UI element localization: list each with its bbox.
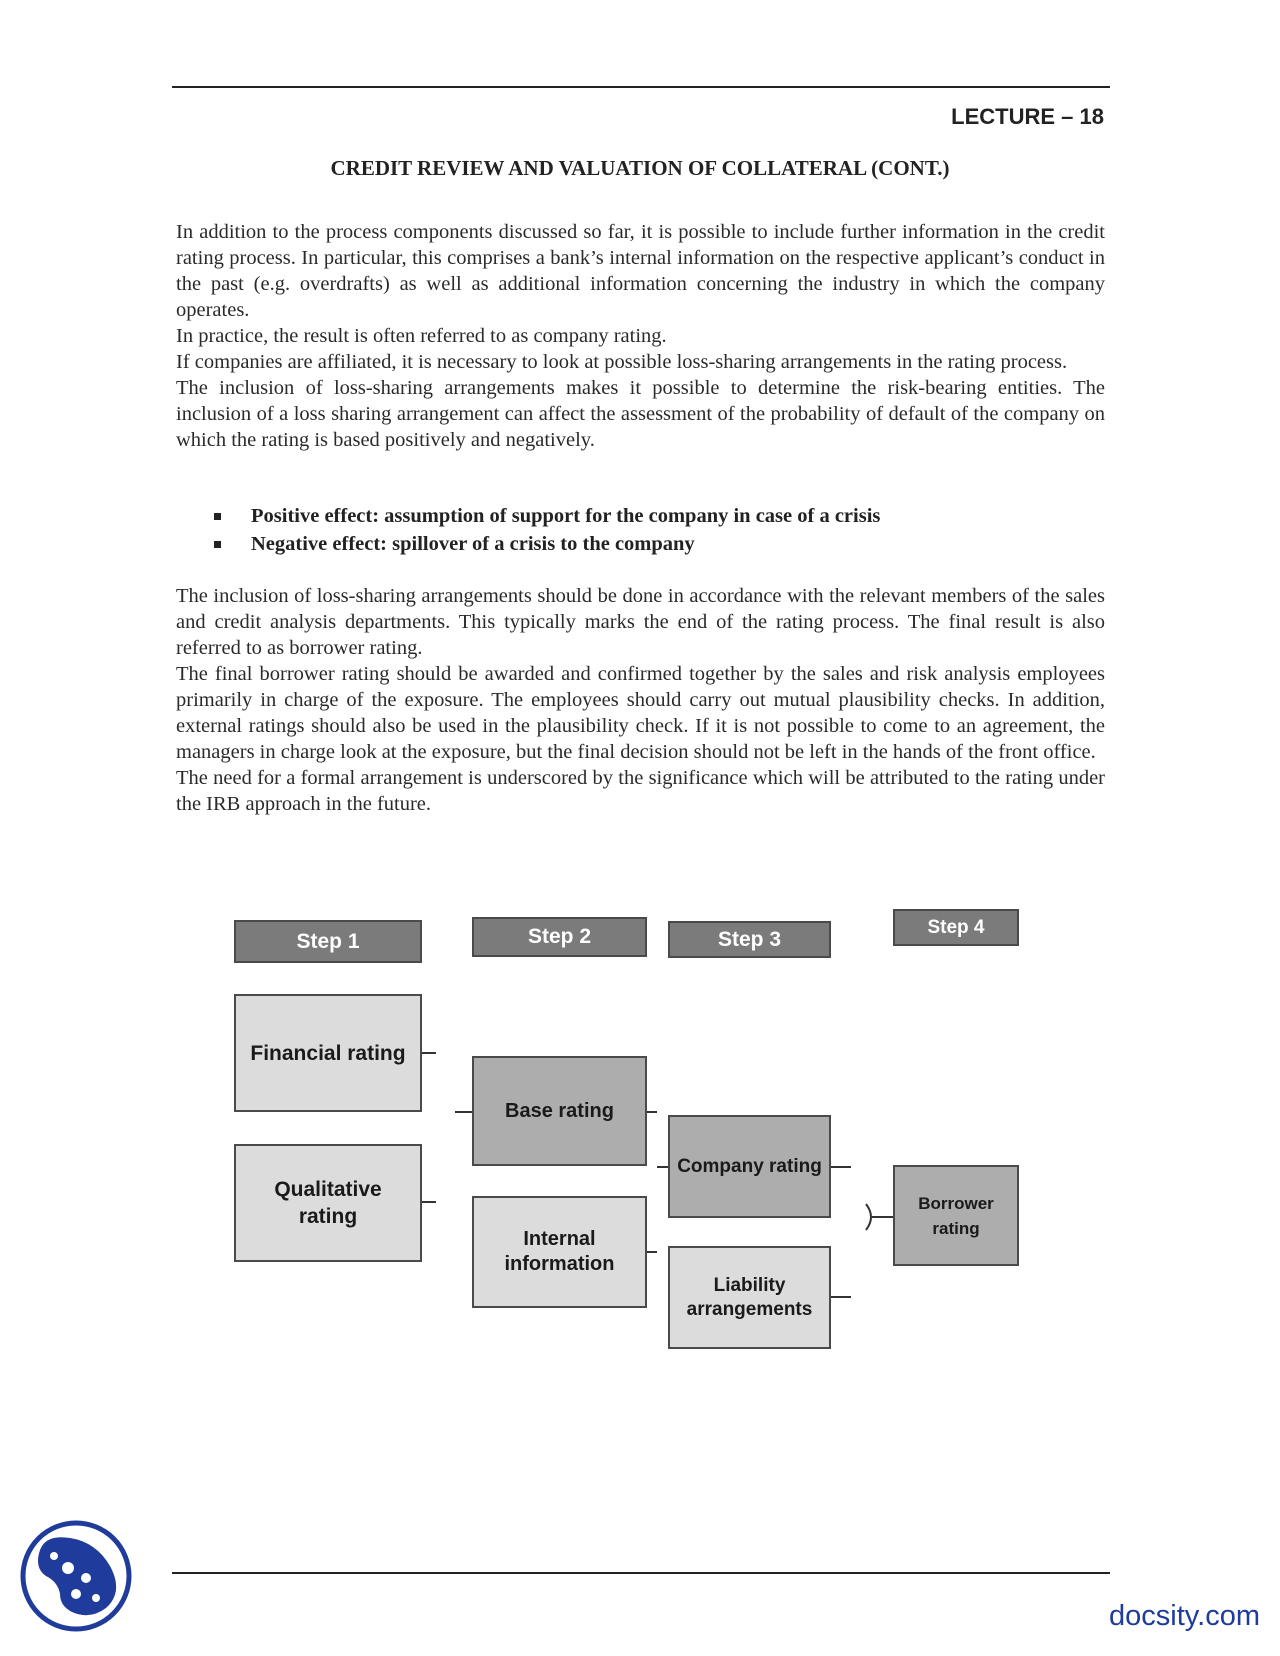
qualitative-rating-box: Qualitative rating — [234, 1144, 422, 1262]
page-title: CREDIT REVIEW AND VALUATION OF COLLATERAL (CONT.) — [330, 156, 950, 180]
paragraph: In addition to the process components discussed so far, it is possible to include further information in the credit rating process. In particular, this comprises a bank’s internal information on the respective applicant’s conduct in the past (e.g. overdrafts) as well as additional information concerning the industry in which the company operates. — [176, 221, 1105, 321]
liability-arrangements-box: Liability arrangements — [668, 1246, 831, 1349]
intro-text — [176, 219, 1105, 453]
list-item-positive-effect: Positive effect: assumption of support for the company in case of a crisis — [214, 502, 880, 530]
financial-rating-box: Financial rating — [234, 994, 422, 1112]
company-rating-box: Company rating — [668, 1115, 831, 1218]
connector — [657, 1166, 668, 1168]
step-4-header: Step 4 — [893, 909, 1019, 946]
paragraph: If companies are affiliated, it is necessary to look at possible loss-sharing arrangements in the rating process. — [176, 351, 1068, 373]
join-bracket — [865, 1203, 877, 1231]
paragraph: The inclusion of loss-sharing arrangements should be done in accordance with the relevant members of the sales and credit analysis departments. This typically marks the end of the rating process. The final result is also referred to as borrower rating. — [176, 585, 1105, 659]
list-item-negative-effect: Negative effect: spillover of a crisis to the company — [214, 530, 880, 558]
docsity-logo-icon — [20, 1520, 132, 1632]
header-rule — [172, 86, 1110, 88]
paragraph: The final borrower rating should be awarded and confirmed together by the sales and risk analysis employees primarily in charge of the exposure. The employees should carry out mutual plausibility checks. In addition, external ratings should also be used in the plausibility check. If it is not possible to come to an agreement, the managers in charge look at the exposure, but the final decision should not be left in the hands of the front office. — [176, 663, 1105, 763]
effects-list — [214, 502, 880, 558]
base-rating-box: Base rating — [472, 1056, 647, 1166]
paragraph: The inclusion of loss-sharing arrangements makes it possible to determine the risk-bearing entities. The inclusion of a loss sharing arrangement can affect the assessment of the probability of default of the company on which the rating is based positively and negatively. — [176, 377, 1105, 451]
connector — [831, 1296, 851, 1298]
connector — [422, 1201, 436, 1203]
connector — [647, 1111, 657, 1113]
connector — [455, 1111, 472, 1113]
borrower-rating-box: Borrower rating — [893, 1165, 1019, 1266]
step-3-header: Step 3 — [668, 921, 831, 958]
connector — [422, 1052, 436, 1054]
internal-information-box: Internal information — [472, 1196, 647, 1308]
step-2-header: Step 2 — [472, 917, 647, 957]
lecture-number: LECTURE – 18 — [951, 104, 1104, 129]
docsity-brand-link[interactable]: docsity.com — [1109, 1600, 1260, 1632]
paragraph: In practice, the result is often referred to as company rating. — [176, 325, 667, 347]
connector — [647, 1251, 657, 1253]
paragraph: The need for a formal arrangement is underscored by the significance which will be attributed to the rating under the IRB approach in the future. — [176, 767, 1105, 815]
footer-rule — [172, 1572, 1110, 1574]
step-1-header: Step 1 — [234, 920, 422, 963]
conclusion-text — [176, 583, 1105, 817]
connector — [831, 1166, 851, 1168]
